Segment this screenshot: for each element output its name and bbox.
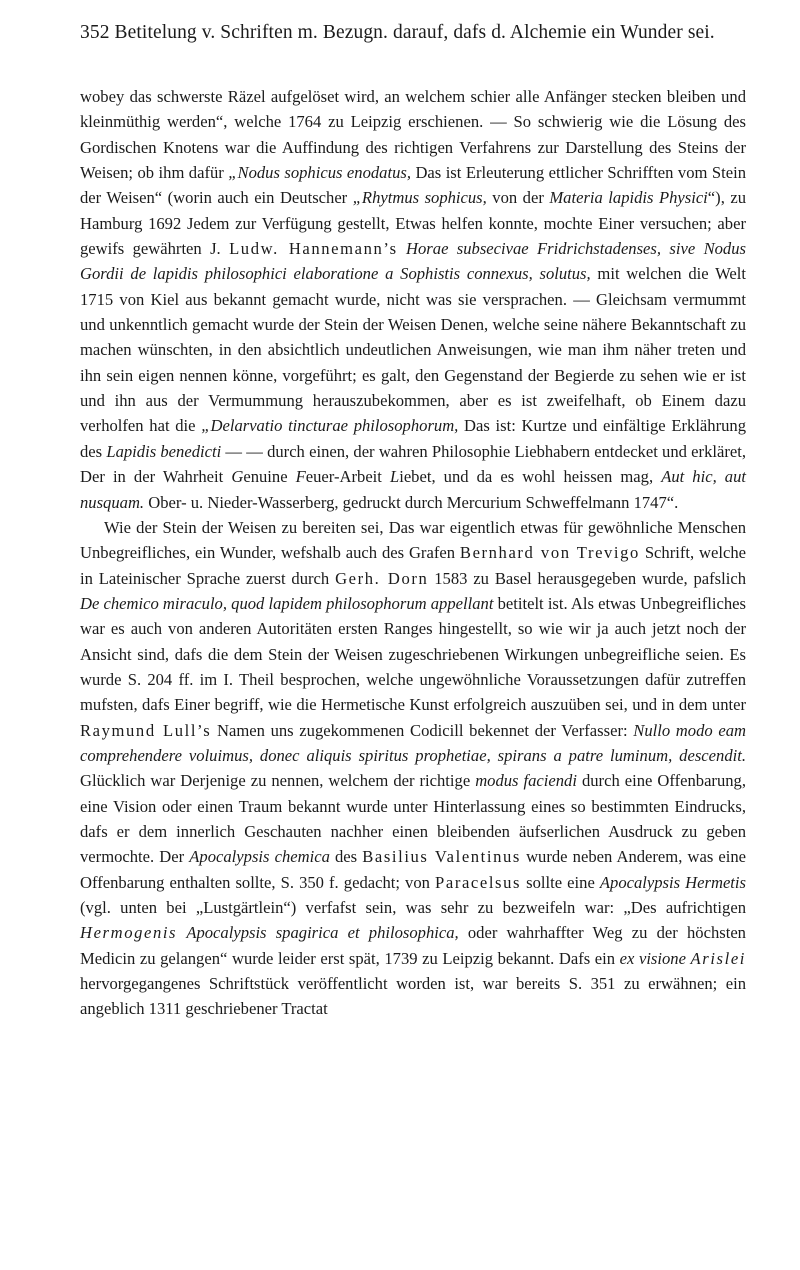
author-name: Basilius Valentinus (362, 847, 521, 867)
latin-phrase: modus faciendi (475, 771, 577, 791)
author-name: Hermogenis (80, 923, 178, 943)
paragraph-1 (80, 84, 746, 515)
text-run: Glücklich war Derjenige zu nennen, welchem der richtige (80, 771, 476, 791)
text-run: — — durch einen, der wahren Philosophie Liebhabern entdecket und erkläret, Der in der Wahrheit (80, 441, 746, 487)
text-run: 1583 zu Basel herausgegeben wurde, pafslich (428, 568, 747, 588)
text-run: Das ist Erleuterung ettlicher Schrifften vom Stein der Weisen“ (worin auch ein Deutscher (80, 163, 746, 208)
book-title: Materia lapidis Physici (549, 188, 708, 208)
book-title: Apocalypsis spagirica et philosophica, (186, 923, 459, 943)
author-name: Ludw. Hannemann’s (229, 239, 398, 259)
text-run: mit welchen die Welt 1715 von Kiel aus bekannt gemacht wurde, nicht was sie versprachen. — Gleichsam vermummt und unkenntlich gemacht wurde der Stein der Weisen Denen, welche seine nähere Bekanntschaft zu machen wünschten, in den absichtlich undeutlichen Anweisungen, wie man ihm näher treten und ihn sein eigen nennen könne, vorgeführt; es galt, den Gegenstand der Begierde zu sehen wie er ist und ihn aus der Vermummung herauszubekommen, aber es ist zweifelhaft, ob Einem dazu verholfen hat die (80, 264, 746, 436)
book-title: Lapidis benedicti (106, 441, 222, 461)
text-run (398, 239, 406, 258)
text-run: durch eine Offenbarung, eine Vision oder einen Traum bekannt wurde unter Hinterlassung eines so bestimmten Eindrucks, dafs er dem innerlich Geschauten nachher einen bleibenden äufserlichen Ausdruck zu geben vermochte. Der (80, 771, 746, 867)
page-number: 352 (80, 22, 110, 43)
book-title: „Nodus sophicus enodatus, (228, 163, 411, 183)
text-run: Das ist: Kurtze und einfältige Erklährung des (80, 416, 747, 461)
text-run: hervorgegangenes Schriftstück veröffentlicht worden ist, war bereits S. 351 zu erwähnen; ein angeblich 1311 geschriebener Tractat (80, 974, 746, 1019)
book-title: De chemico miraculo, quod lapidem philosophorum appellant (80, 593, 494, 613)
text-run: (vgl. unten bei „Lustgärtlein“) verfafst sein, was sehr zu bezweifeln war: „Des aufrichtigen (80, 898, 746, 917)
text-run: des (329, 847, 363, 867)
book-title: Apocalypsis Hermetis (599, 872, 746, 892)
paragraph-2 (80, 515, 746, 1022)
book-title: Horae subsecivae Fridrichstadenses, sive Nodus Gordii de lapidis philosophici elaboratione a Sophistis connexus, solutus, (80, 239, 746, 284)
text-run: euer-Arbeit (305, 467, 390, 487)
author-name: Bernhard von Trevigo (459, 543, 640, 563)
latin-phrase: ex visione (619, 948, 686, 968)
text-run: wurde neben Anderem, was eine Offenbarung enthalten sollte, S. 350 f. gedacht; von (80, 847, 747, 892)
text-run (177, 923, 186, 942)
text-run: Schrift, welche in Lateinischer Sprache zuerst durch (80, 543, 746, 588)
text-run: von der (486, 188, 550, 208)
italic-initial: G (231, 467, 244, 487)
running-title: Betitelung v. Schriften m. Bezugn. darauf, dafs d. Alchemie ein Wunder sei. (114, 22, 715, 43)
author-name: Arislei (690, 948, 746, 968)
text-run: wobey das schwerste Räzel aufgelöset wird, an welchem schier alle Anfänger stecken bleiben und kleinmüthig werden“, welche 1764 zu Leipzig erschienen. — So schwierig wie die Lösung des Gordischen Knotens war die Auffindung des richtigen Verfahrens zur Darstellung des Steins der Weisen; ob ihm dafür (80, 87, 746, 183)
latin-quote: Nullo modo eam comprehendere voluimus, donec aliquis spiritus prophetiae, spirans a patre luminum, descendit. (80, 720, 746, 765)
text-run: enuine (243, 467, 296, 487)
author-name: Gerh. Dorn (335, 568, 429, 588)
latin-phrase: Aut hic, aut nusquam. (80, 467, 746, 512)
text-run: iebet, und da es wohl heissen mag, (399, 467, 662, 487)
text-run: Ober- u. Nieder-Wasserberg, gedruckt durch Mercurium Schweffelmann 1747“. (144, 492, 679, 512)
text-run: oder wahrhaffter Weg zu der höchsten Medicin zu gelangen“ wurde leider erst spät, 1739 zu Leipzig bekannt. Dafs ein (80, 923, 746, 968)
author-name: Raymund Lull’s (80, 720, 212, 740)
page-header (80, 20, 740, 46)
text-run: Namen uns zugekommenen Codicill bekennet der Verfasser: (211, 720, 634, 740)
italic-initial: L (389, 467, 400, 487)
body-text (80, 84, 746, 1022)
author-name: Paracelsus (435, 872, 522, 892)
italic-initial: F (295, 467, 306, 487)
text-run: Wie der Stein der Weisen zu bereiten sei, Das war eigentlich etwas für gewöhnliche Menschen Unbegreifliches, ein Wunder, wefshalb auch des Grafen (80, 517, 746, 563)
text-run: “), zu Hamburg 1692 Jedem zur Verfügung gestellt, Etwas helfen konnte, mochte Einer versuchen; aber gewifs gewährten J. (80, 188, 746, 259)
text-run: sollte eine (521, 872, 600, 892)
book-title: Apocalypsis chemica (189, 847, 330, 867)
book-title: „Delarvatio tincturae philosophorum, (201, 416, 459, 436)
text-run: betitelt ist. Als etwas Unbegreifliches war es auch von anderen Autoritäten ersten Ranges hingestellt, so wie wir ja auch jetzt noch der Ansicht sind, dafs die dem Stein der Weisen zugeschriebenen Wirkungen unbegreifliche seien. Es wurde S. 204 ff. im I. Theil besprochen, welche ungewöhnliche Voraussetzungen dafür zutreffen mufsten, dafs Einer begriff, wie die Hermetische Kunst erfolgreich auszuüben sei, und in dem unter (80, 593, 746, 715)
book-title: „Rhytmus sophicus, (352, 188, 487, 208)
